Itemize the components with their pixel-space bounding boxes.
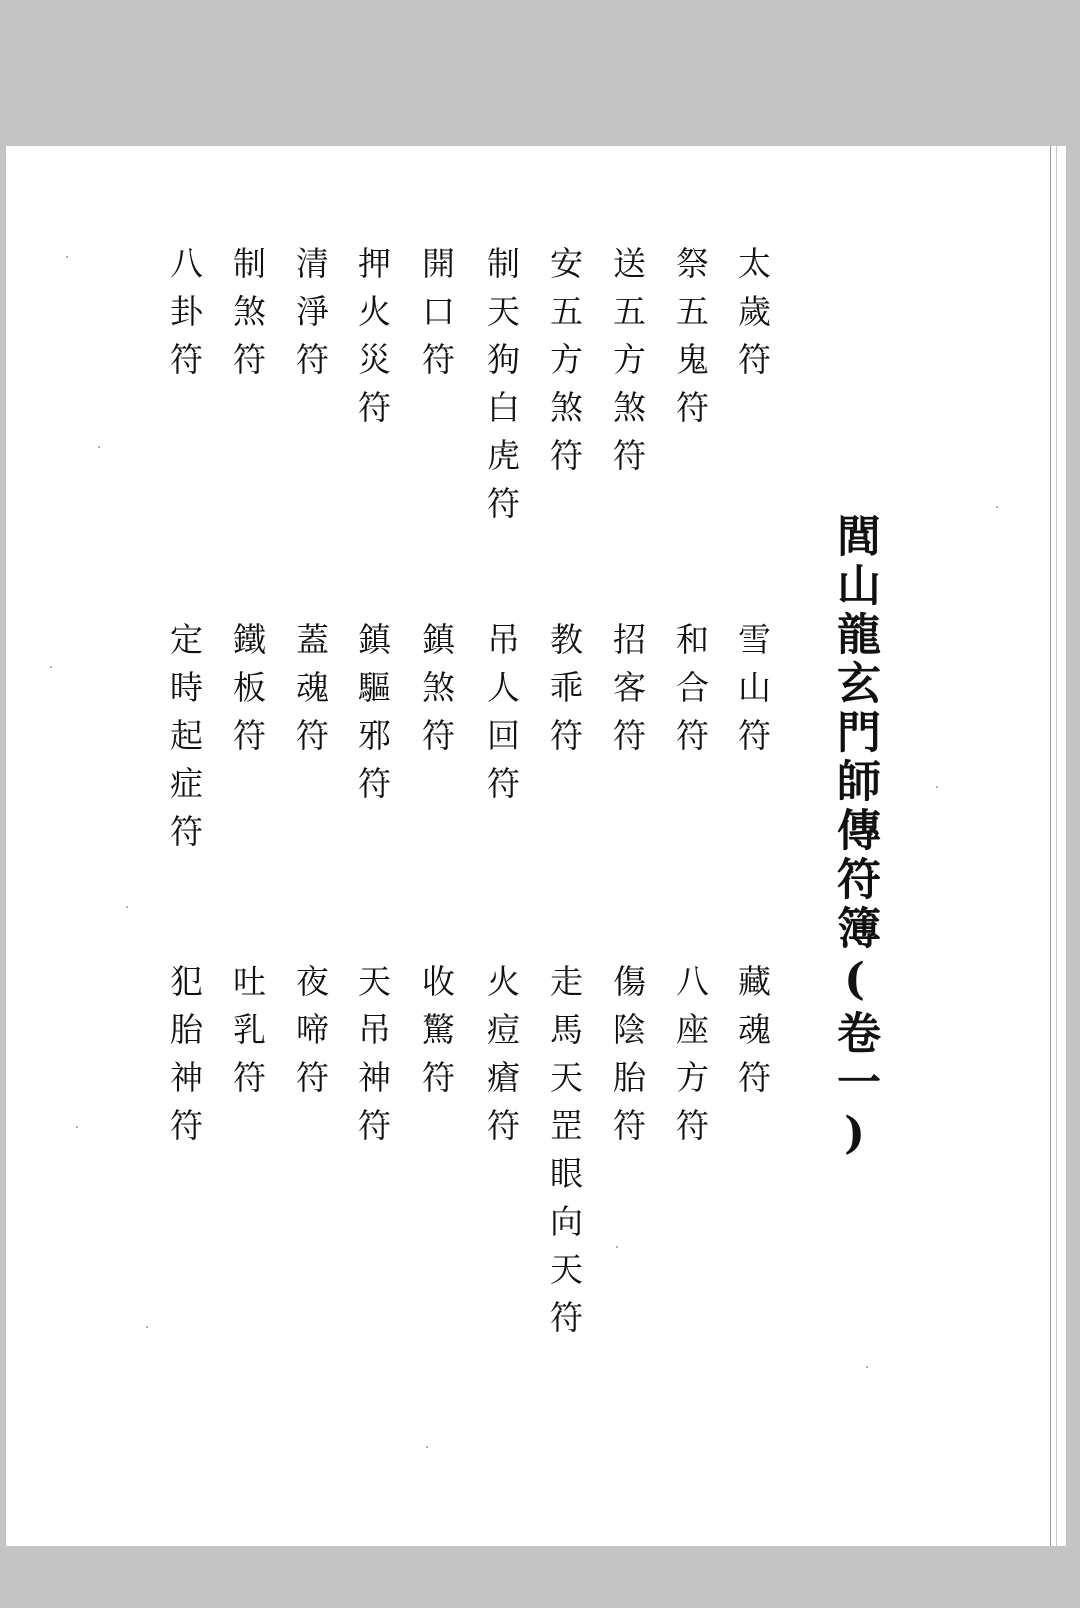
talisman-entry: 天吊神符 (353, 964, 392, 1156)
scan-speck (66, 256, 68, 258)
talisman-entry: 夜啼符 (291, 964, 330, 1108)
talisman-entry: 和合符 (671, 622, 710, 766)
scan-speck (50, 666, 52, 668)
talisman-entry: 走馬天罡眼向天符 (545, 964, 584, 1348)
scan-speck (426, 1446, 428, 1448)
talisman-entry: 祭五鬼符 (671, 246, 710, 438)
talisman-entry: 教乖符 (545, 622, 584, 766)
scan-speck (996, 506, 998, 508)
talisman-entry: 蓋魂符 (291, 622, 330, 766)
scan-speck (126, 906, 128, 908)
talisman-entry: 鎮驅邪符 (353, 622, 392, 814)
scan-speck (76, 1126, 78, 1128)
scan-speck (98, 446, 100, 448)
talisman-entry: 安五方煞符 (545, 246, 584, 486)
talisman-entry: 吊人回符 (482, 622, 521, 814)
talisman-entry: 收驚符 (417, 964, 456, 1108)
talisman-entry: 雪山符 (733, 622, 772, 766)
scan-speck (866, 1366, 868, 1368)
talisman-entry: 八座方符 (671, 964, 710, 1156)
talisman-entry: 押火災符 (353, 246, 392, 438)
scan-speck (936, 786, 938, 788)
talisman-entry: 定時起症符 (165, 622, 204, 862)
talisman-entry: 八卦符 (165, 246, 204, 390)
talisman-entry: 太歲符 (733, 246, 772, 390)
page-title: 閭山龍玄門師傳符簿(卷一) (829, 513, 880, 1164)
talisman-entry: 傷陰胎符 (608, 964, 647, 1156)
talisman-entry: 招客符 (608, 622, 647, 766)
talisman-entry: 藏魂符 (733, 964, 772, 1108)
talisman-entry: 制煞符 (228, 246, 267, 390)
talisman-entry: 制天狗白虎符 (482, 246, 521, 534)
talisman-entry: 清淨符 (291, 246, 330, 390)
talisman-entry: 鎮煞符 (417, 622, 456, 766)
talisman-entry: 鐵板符 (228, 622, 267, 766)
talisman-entry: 開口符 (417, 246, 456, 390)
talisman-entry: 送五方煞符 (608, 246, 647, 486)
talisman-entry: 犯胎神符 (165, 964, 204, 1156)
talisman-entry: 吐乳符 (228, 964, 267, 1108)
scan-speck (616, 1246, 618, 1248)
page-edge-line (1050, 146, 1051, 1546)
page-edge-line (1056, 146, 1057, 1546)
scan-speck (146, 1326, 148, 1328)
talisman-entry: 火痘瘡符 (482, 964, 521, 1156)
document-page (6, 146, 1066, 1546)
